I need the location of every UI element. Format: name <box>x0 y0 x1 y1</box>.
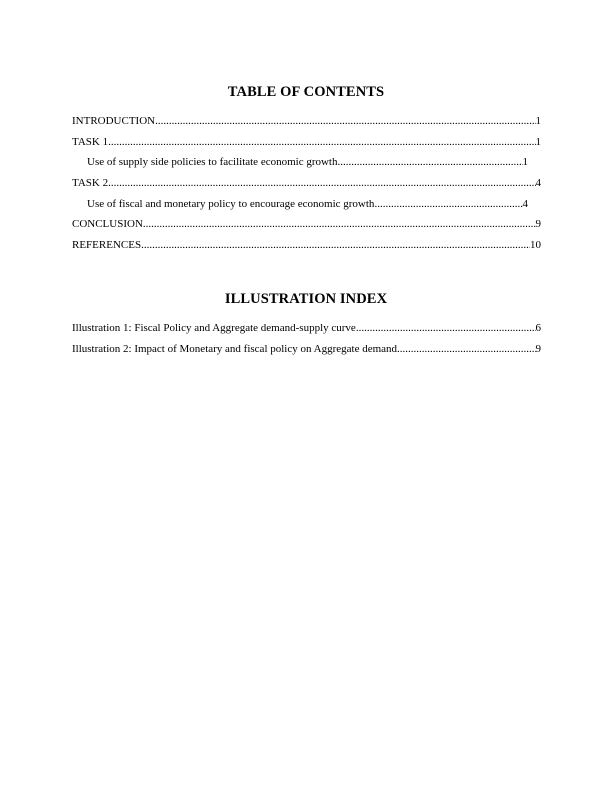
dot-leader <box>338 155 523 169</box>
dot-leader <box>397 342 535 356</box>
toc-title: TABLE OF CONTENTS <box>227 84 385 100</box>
dot-leader <box>108 176 535 190</box>
toc-entry-task-1[interactable] <box>72 135 541 149</box>
toc-entry-label: Use of supply side policies to facilitate economic growth <box>87 156 338 168</box>
toc-entry-fiscal-monetary-policy[interactable] <box>87 197 528 211</box>
toc-entry-page: 1 <box>522 156 528 168</box>
toc-entry-label: Use of fiscal and monetary policy to encourage economic growth <box>87 198 375 210</box>
illustration-entry-label: Illustration 1: Fiscal Policy and Aggregate demand-supply curve <box>72 322 356 334</box>
illustration-entry-1[interactable] <box>72 321 541 335</box>
toc-entry-page: 4 <box>535 177 541 189</box>
toc-entry-label: REFERENCES <box>72 239 142 251</box>
toc-entry-page: 1 <box>535 115 541 127</box>
toc-entry-supply-side-policies[interactable] <box>87 155 528 169</box>
dot-leader <box>374 197 522 211</box>
toc-entry-label: TASK 1 <box>72 136 109 148</box>
dot-leader <box>356 321 536 335</box>
toc-entry-label: TASK 2 <box>72 177 109 189</box>
toc-entry-introduction[interactable] <box>72 114 541 128</box>
toc-entry-page: 4 <box>522 198 528 210</box>
illustration-index-title: ILLUSTRATION INDEX <box>224 291 388 307</box>
illustration-entry-page: 6 <box>535 322 541 334</box>
dot-leader <box>141 238 530 252</box>
dot-leader <box>108 135 535 149</box>
illustration-entry-page: 9 <box>535 343 541 355</box>
dot-leader <box>155 114 535 128</box>
dot-leader <box>143 217 536 231</box>
toc-entry-page: 9 <box>535 218 541 230</box>
toc-entry-page: 1 <box>535 136 541 148</box>
toc-entry-task-2[interactable] <box>72 176 541 190</box>
toc-entry-conclusion[interactable] <box>72 217 541 231</box>
toc-entry-label: CONCLUSION <box>72 218 143 230</box>
toc-entry-references[interactable] <box>72 238 541 252</box>
toc-entry-page: 10 <box>530 239 541 251</box>
toc-entry-label: INTRODUCTION <box>72 115 156 127</box>
illustration-entry-label: Illustration 2: Impact of Monetary and fiscal policy on Aggregate demand <box>72 343 398 355</box>
illustration-entry-2[interactable] <box>72 342 541 356</box>
